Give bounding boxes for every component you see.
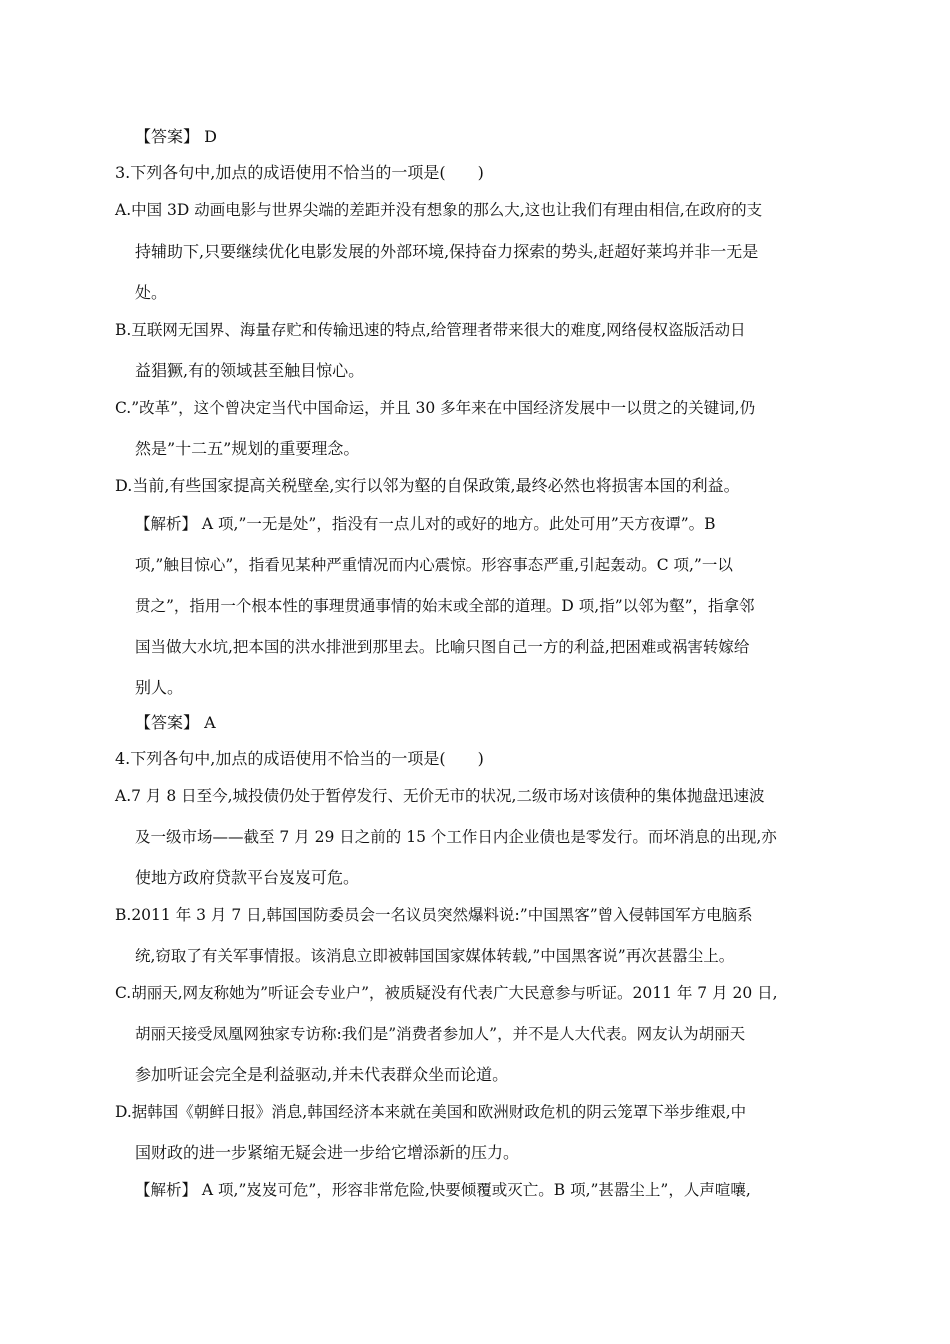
q3-analysis-line-1: 【解析】 A 项,”一无是处”，指没有一点儿对的或好的地方。此处可用”天方夜谭”。B	[135, 515, 716, 533]
q3-option-a-line-1: A.中国 3D 动画电影与世界尖端的差距并没有想象的那么大,这也让我们有理由相信,在政府的支	[115, 201, 763, 219]
q3-option-a-line-2: 持辅助下,只要继续优化电影发展的外部环境,保持奋力探索的势头,赶超好莱坞并非一无是	[135, 242, 759, 261]
question-3-stem: 3.下列各句中,加点的成语使用不恰当的一项是( )	[115, 163, 484, 182]
q4-option-c-line-3: 参加听证会完全是利益驱动,并未代表群众坐而论道。	[135, 1065, 509, 1084]
q4-option-a-line-2: 及一级市场——截至 7 月 29 日之前的 15 个工作日内企业债也是零发行。而坏消息的出现,亦	[135, 828, 777, 846]
q3-option-c-line-1: C.”改革”，这个曾决定当代中国命运，并且 30 多年来在中国经济发展中一以贯之的关键词,仍	[115, 399, 756, 417]
answer-line: 【答案】 D	[135, 127, 217, 146]
q3-option-d-line-1: D.当前,有些国家提高关税壁垒,实行以邻为壑的自保政策,最终必然也将损害本国的利益。	[115, 476, 740, 495]
q3-analysis-line-5: 别人。	[135, 678, 184, 697]
q4-option-d-line-2: 国财政的进一步紧缩无疑会进一步给它增添新的压力。	[135, 1143, 520, 1162]
question-4-stem: 4.下列各句中,加点的成语使用不恰当的一项是( )	[115, 749, 484, 768]
q3-option-a-line-3: 处。	[135, 283, 168, 302]
q4-option-c-line-2: 胡丽天接受凤凰网独家专访称:我们是”消费者参加人”，并不是人大代表。网友认为胡丽天	[135, 1025, 746, 1043]
q3-option-c-line-2: 然是”十二五”规划的重要理念。	[135, 439, 360, 458]
q4-analysis-line-1: 【解析】 A 项,”岌岌可危”，形容非常危险,快要倾覆或灭亡。B 项,”甚嚣尘上”，人声喧嚷,	[135, 1181, 751, 1199]
q4-option-a-line-3: 使地方政府贷款平台岌岌可危。	[135, 868, 360, 887]
q4-option-c-line-1: C.胡丽天,网友称她为”听证会专业户”，被质疑没有代表广大民意参与听证。2011 年 7 月 20 日,	[115, 984, 778, 1002]
q3-analysis-line-3: 贯之”，指用一个根本性的事理贯通事情的始末或全部的道理。D 项,指”以邻为壑”，指拿邻	[135, 597, 755, 615]
q3-analysis-line-4: 国当做大水坑,把本国的洪水排泄到那里去。比喻只图自己一方的利益,把困难或祸害转嫁给	[135, 638, 750, 656]
q4-option-b-line-2: 统,窃取了有关军事情报。该消息立即被韩国国家媒体转载,”中国黑客说”再次甚嚣尘上。	[135, 947, 735, 965]
q4-option-a-line-1: A.7 月 8 日至今,城投债仍处于暂停发行、无价无市的状况,二级市场对该债种的集体抛盘迅速波	[115, 787, 765, 805]
q4-option-b-line-1: B.2011 年 3 月 7 日,韩国国防委员会一名议员突然爆料说:”中国黑客”曾入侵韩国军方电脑系	[115, 906, 753, 924]
q4-option-d-line-1: D.据韩国《朝鲜日报》消息,韩国经济本来就在美国和欧洲财政危机的阴云笼罩下举步维艰,中	[115, 1103, 747, 1121]
q3-option-b-line-2: 益猖獗,有的领域甚至触目惊心。	[135, 361, 365, 380]
q3-answer-line: 【答案】 A	[135, 713, 216, 732]
q3-option-b-line-1: B.互联网无国界、海量存贮和传输迅速的特点,给管理者带来很大的难度,网络侵权盗版活动日	[115, 321, 746, 339]
q3-analysis-line-2: 项,”触目惊心”，指看见某种严重情况而内心震惊。形容事态严重,引起轰动。C 项,”一以	[135, 556, 733, 574]
